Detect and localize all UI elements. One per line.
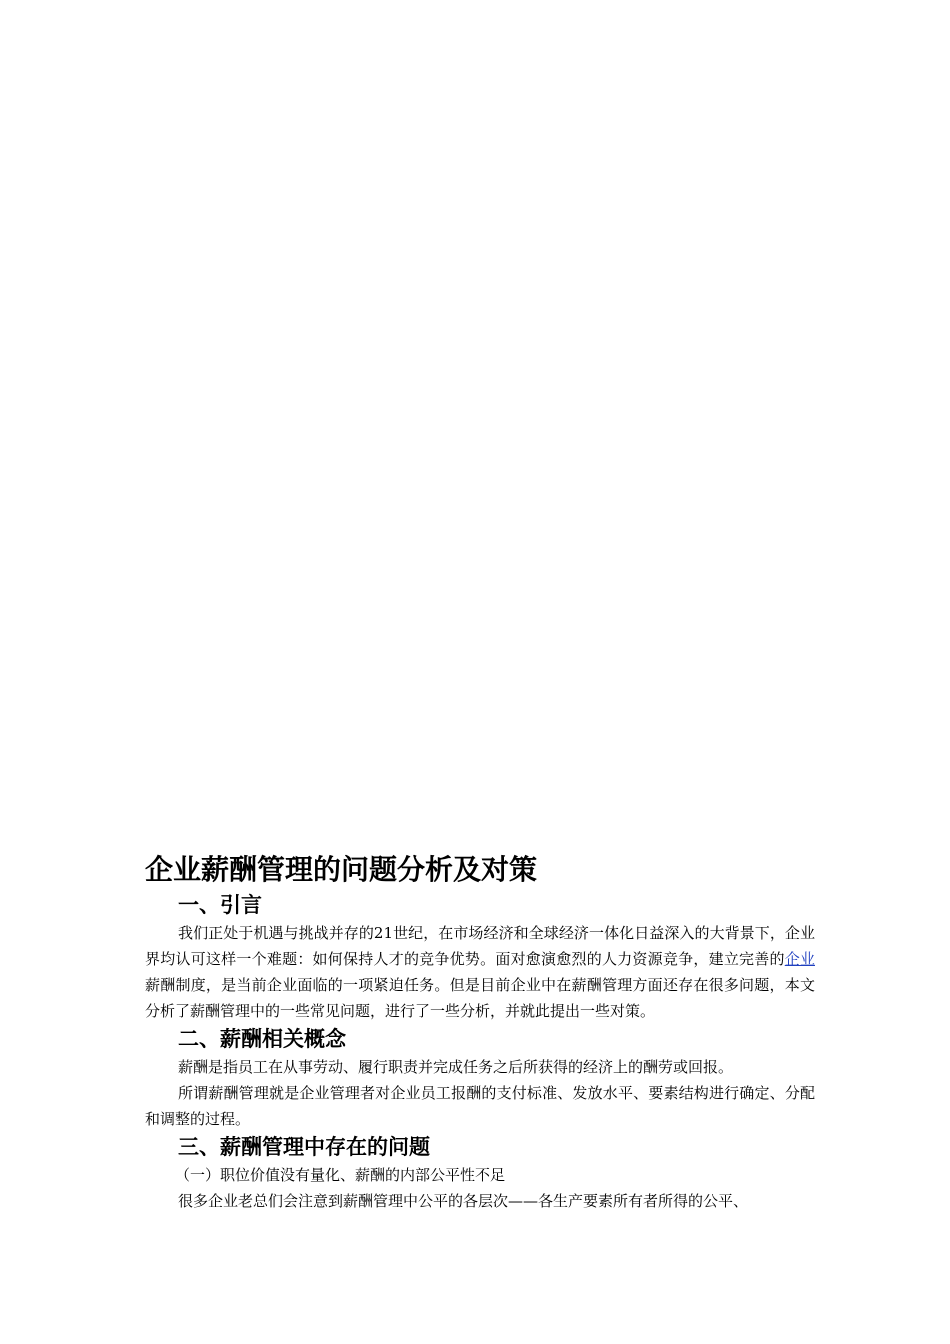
- intro-text-before: 我们正处于机遇与挑战并存的21世纪，在市场经济和全球经济一体化日益深入的大背景下，企业界均认可这样一个难题：如何保持人才的竞争优势。面对愈演愈烈的人力资源竞争，建立完善的: [145, 924, 815, 968]
- section-heading-concepts: 二、薪酬相关概念: [178, 1027, 346, 1051]
- section-heading-introduction: 一、引言: [178, 893, 262, 917]
- section-heading-problems: 三、薪酬管理中存在的问题: [178, 1135, 430, 1159]
- concept-paragraph-2: 所谓薪酬管理就是企业管理者对企业员工报酬的支付标准、发放水平、要素结构进行确定、分配和调整的过程。: [145, 1084, 815, 1128]
- problem-paragraph-1: 很多企业老总们会注意到薪酬管理中公平的各层次——各生产要素所有者所得的公平、: [178, 1192, 749, 1210]
- introduction-paragraph: [145, 920, 815, 1024]
- concept-paragraph-1: 薪酬是指员工在从事劳动、履行职责并完成任务之后所获得的经济上的酬劳或回报。: [178, 1058, 734, 1076]
- document-title: 企业薪酬管理的问题分析及对策: [145, 853, 538, 886]
- document-body: [145, 850, 815, 1214]
- enterprise-link[interactable]: 企业: [784, 950, 815, 968]
- intro-text-after: 薪酬制度，是当前企业面临的一项紧迫任务。但是目前企业中在薪酬管理方面还存在很多问题，本文分析了薪酬管理中的一些常见问题，进行了一些分析，并就此提出一些对策。: [145, 976, 815, 1020]
- problem-subheading-1: （一）职位价值没有量化、薪酬的内部公平性不足: [175, 1166, 506, 1184]
